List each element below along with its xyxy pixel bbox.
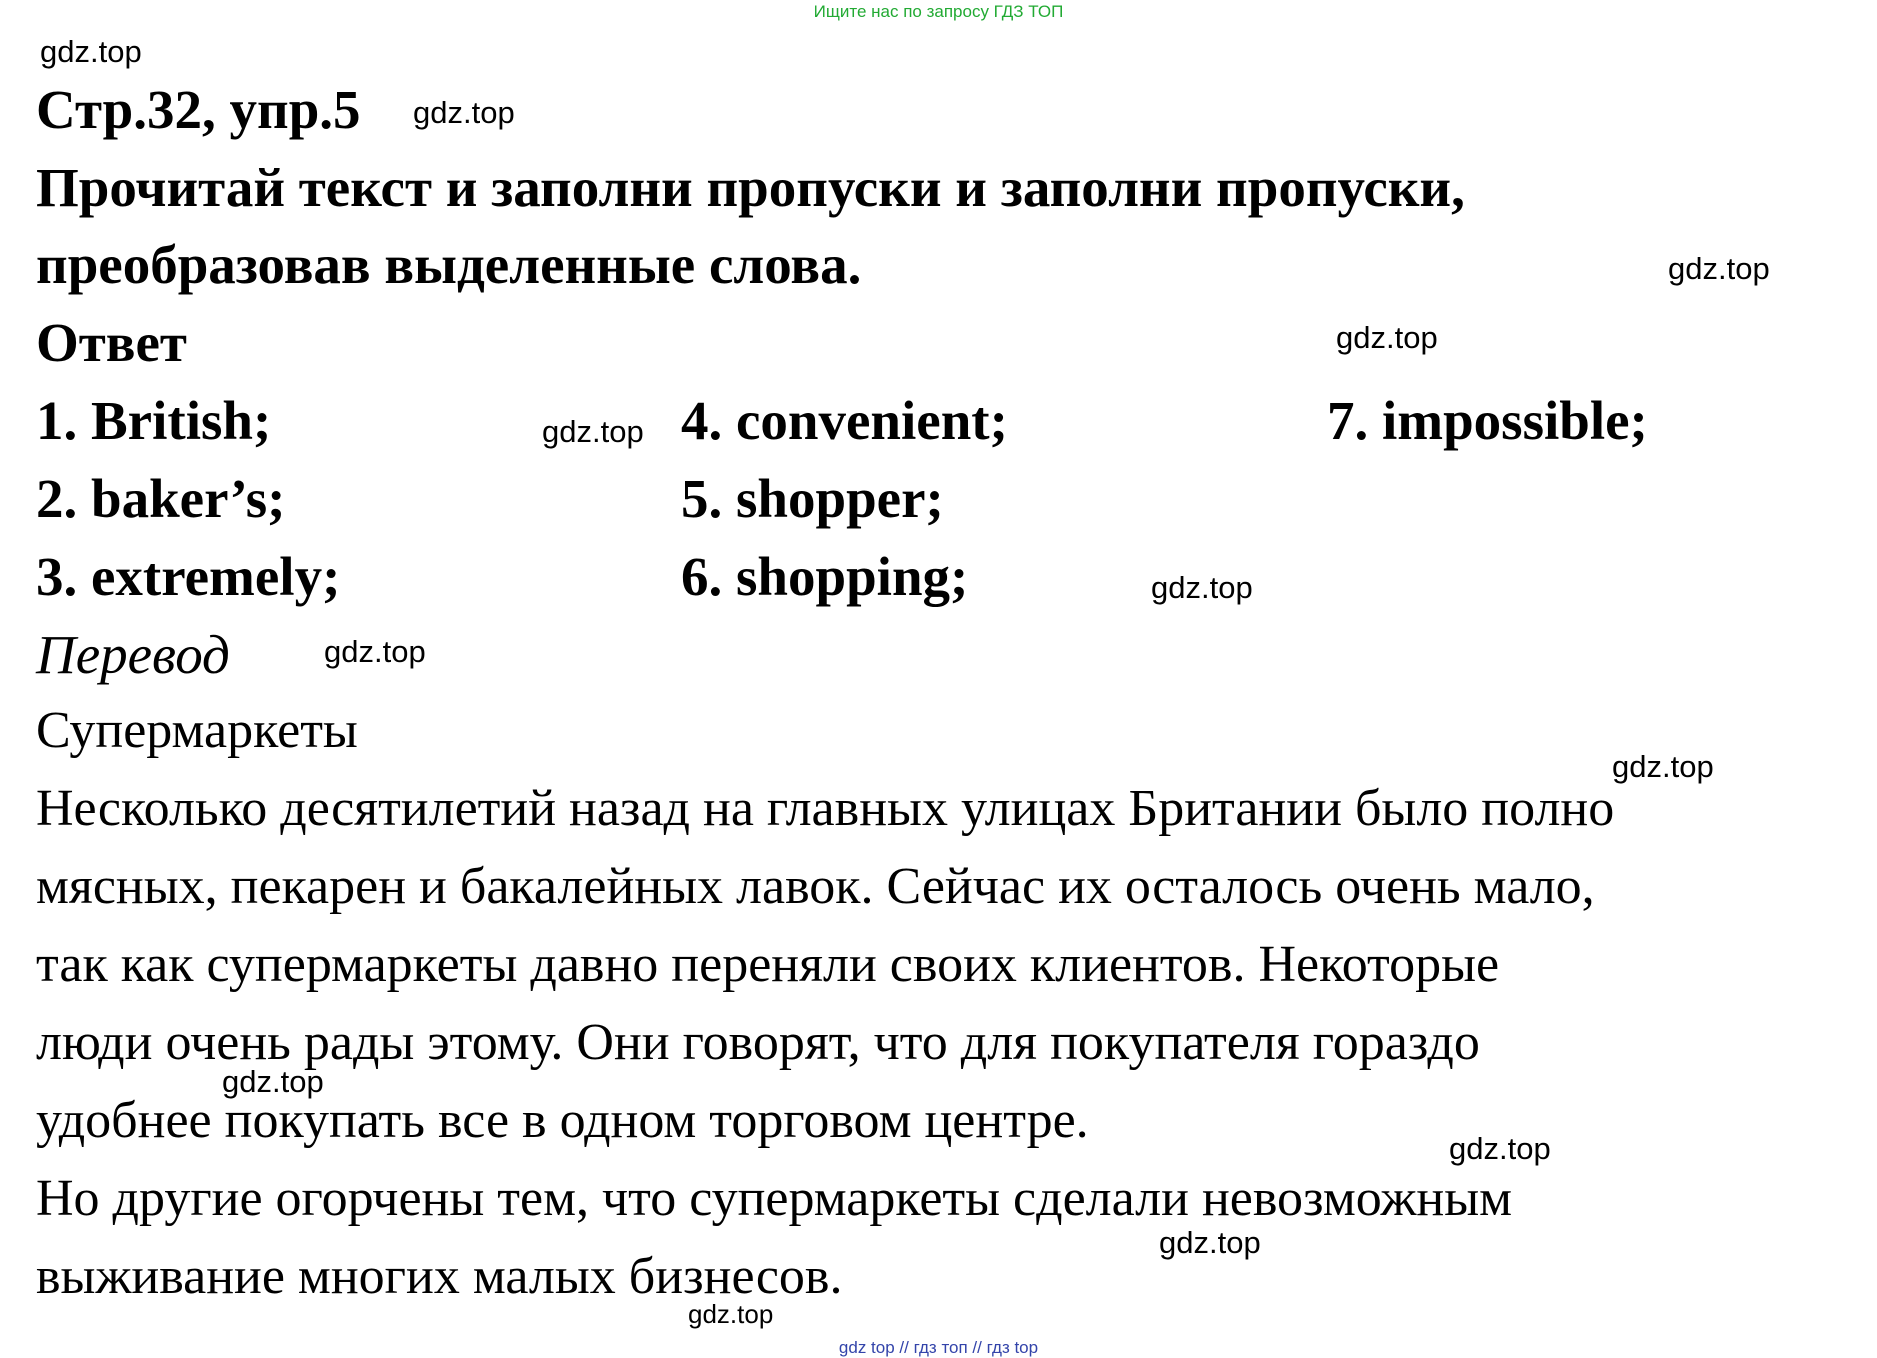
answer-item: 2. baker’s;: [36, 468, 286, 529]
watermark: gdz.top: [413, 95, 515, 130]
translation-line: мясных, пекарен и бакалейных лавок. Сейчас их осталось очень мало,: [36, 858, 1595, 915]
translation-line: люди очень рады этому. Они говорят, что для покупателя гораздо: [36, 1014, 1480, 1071]
task-line-2: преобразовав выделенные слова.: [36, 234, 862, 295]
translation-line: Но другие огорчены тем, что супермаркеты сделали невозможным: [36, 1170, 1513, 1227]
watermark: gdz.top: [222, 1064, 324, 1099]
answer-item: 3. extremely;: [36, 546, 341, 607]
bottom-banner-text: gdz top // гдз топ // гдз top: [838, 1338, 1039, 1357]
translation-title: Супермаркеты: [36, 702, 358, 759]
answer-item: 6. shopping;: [681, 546, 969, 607]
watermark: gdz.top: [1151, 570, 1253, 605]
page-title: Стр.32, упр.5: [36, 79, 361, 140]
answer-item: 4. convenient;: [681, 390, 1008, 451]
top-banner-text: Ищите нас по запросу ГДЗ ТОП: [813, 2, 1064, 21]
answer-item: 5. shopper;: [681, 468, 944, 529]
answer-heading: Ответ: [36, 312, 187, 373]
watermark: gdz.top: [1449, 1131, 1551, 1166]
answer-item: 1. British;: [36, 390, 272, 451]
translation-line: так как супермаркеты давно переняли своих клиентов. Некоторые: [36, 936, 1500, 993]
task-line-1: Прочитай текст и заполни пропуски и заполни пропуски,: [36, 157, 1465, 218]
watermark: gdz.top: [542, 414, 644, 449]
watermark: gdz.top: [688, 1299, 774, 1329]
translation-line: удобнее покупать все в одном торговом центре.: [36, 1092, 1089, 1149]
watermark: gdz.top: [1668, 251, 1770, 286]
watermark: gdz.top: [40, 34, 142, 69]
translation-line: выживание многих малых бизнесов.: [36, 1248, 843, 1305]
translation-line: Несколько десятилетий назад на главных улицах Британии было полно: [36, 780, 1615, 837]
answer-item: 7. impossible;: [1327, 390, 1648, 451]
translation-heading: Перевод: [36, 624, 230, 685]
watermark: gdz.top: [324, 634, 426, 669]
watermark: gdz.top: [1612, 749, 1714, 784]
watermark: gdz.top: [1336, 320, 1438, 355]
watermark: gdz.top: [1159, 1225, 1261, 1260]
